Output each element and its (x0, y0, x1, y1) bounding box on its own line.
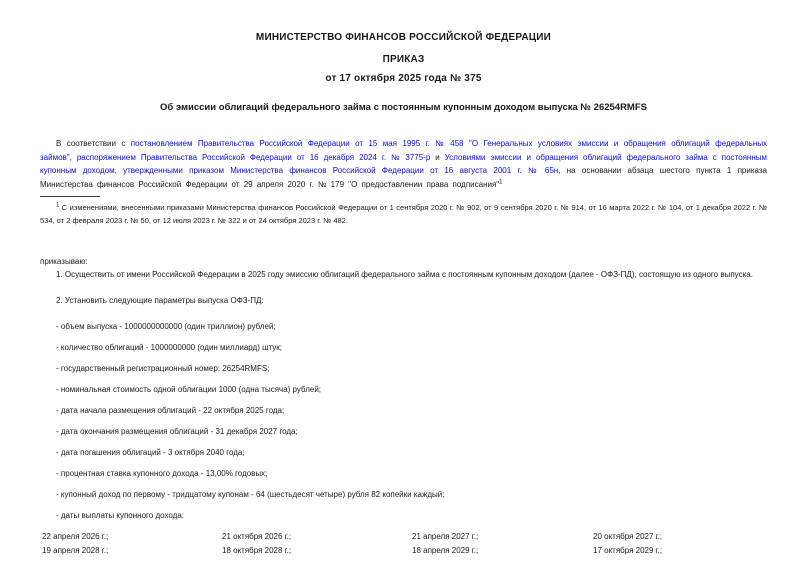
param-placement-start-date: - дата начала размещения облигаций - 22 октября 2025 года; (56, 406, 285, 415)
document-date-number: от 17 октября 2025 года № 375 (325, 73, 482, 84)
footnote-paragraph (40, 201, 767, 227)
param-coupon-rate: - процентная ставка купонного дохода - 13,00% годовых; (56, 469, 268, 478)
footnote-text: С изменениями, внесенными приказами Министерства финансов Российской Федерации от 1 сентября 2020 г. № 902, от 9 сентября 2020 г. № 914, от 16 марта 2022 г. № 104, от 1 декабря 2022 г. № 534, от 2 февраля 2023 г. № 50, от 12 июля 2023 г. № 322 и от 24 октября 2023 г. № 482. (40, 203, 767, 225)
param-bonds-quantity: - количество облигаций - 1000000000 (один миллиард) штук; (56, 343, 282, 352)
param-maturity-date: - дата погашения облигаций - 3 октября 2040 года; (56, 448, 245, 457)
param-nominal-value: - номинальная стоимость одной облигации 1000 (одна тысяча) рублей; (56, 385, 322, 394)
preamble-paragraph (40, 137, 767, 191)
issue-parameters-list (40, 320, 767, 522)
preamble-text: и (430, 152, 445, 162)
param-placement-end-date: - дата окончания размещения облигаций - 31 декабря 2027 года; (56, 427, 298, 436)
payment-date-cell: 21 октября 2026 г.; (222, 532, 292, 541)
link-rasporyazhenie-3775r[interactable]: распоряжением Правительства Российской Федерации от 16 декабря 2024 г. № 3775-р (76, 152, 431, 162)
document-type-title: ПРИКАЗ (382, 54, 425, 65)
payment-date-cell: 18 апреля 2029 г.; (412, 545, 479, 555)
preamble-text: , на основании абзаца шестого пункта 1 приказа Министерства финансов Российской Федерации от 29 апреля 2020 г. № 179 "О предоставлении права подписания" (40, 166, 767, 189)
link-usloviya-emissii-65n[interactable]: Условиями эмиссии и обращения облигаций федерального займа с постоянным купонным доходом, утвержденными приказом Министерства финансов Российской Федерации от 16 августа 2001 г. № 65н (40, 152, 768, 175)
payment-date-cell: 18 октября 2028 г.; (222, 545, 292, 555)
param-coupon-income: - купонный доход по первому - тридцатому купонам - 64 (шестьдесят четыре) рубля 82 копейки каждый; (56, 490, 445, 499)
payment-date-cell: 20 октября 2027 г.; (593, 532, 663, 541)
param-registration-number: - государственный регистрационный номер: 26254RMFS; (56, 364, 270, 373)
order-item-1: 1. Осуществить от имени Российской Федерации в 2025 году эмиссию облигаций федерального займа с постоянным купонным доходом (далее - ОФЗ-ПД), состоящую из одного выпуска. (56, 270, 753, 279)
coupon-payment-dates-table (40, 530, 767, 557)
footnote-marker: 1 (56, 202, 60, 209)
preamble-text: В соответствии с (56, 139, 131, 148)
link-postanovlenie-458[interactable]: постановлением Правительства Российской Федерации от 15 мая 1995 г. № 458 "О Генеральных условиях эмиссии и обращения облигаций федеральных займов" (40, 139, 767, 162)
footnote-separator (40, 196, 100, 197)
order-word: приказываю: (40, 257, 88, 266)
payment-date-cell: 21 апреля 2027 г.; (412, 532, 479, 541)
preamble-text: , (69, 152, 77, 162)
order-item-2: 2. Установить следующие параметры выпуска ОФЗ-ПД: (56, 296, 264, 305)
document-subject: Об эмиссии облигаций федерального займа с постоянным купонным доходом выпуска № 26254RMFS (159, 102, 647, 113)
param-issue-volume: - объем выпуска - 1000000000000 (один триллион) рублей; (56, 322, 276, 331)
payment-date-cell: 22 апреля 2026 г.; (42, 532, 109, 541)
payment-date-cell: 17 октября 2029 г.; (593, 545, 663, 555)
ministry-title: МИНИСТЕРСТВО ФИНАНСОВ РОССИЙСКОЙ ФЕДЕРАЦИИ (255, 32, 552, 43)
param-coupon-payment-dates-label: - даты выплаты купонного дохода: (56, 511, 184, 520)
footnote-reference-marker: 1 (499, 178, 503, 185)
payment-date-cell: 19 апреля 2028 г.; (42, 545, 109, 555)
